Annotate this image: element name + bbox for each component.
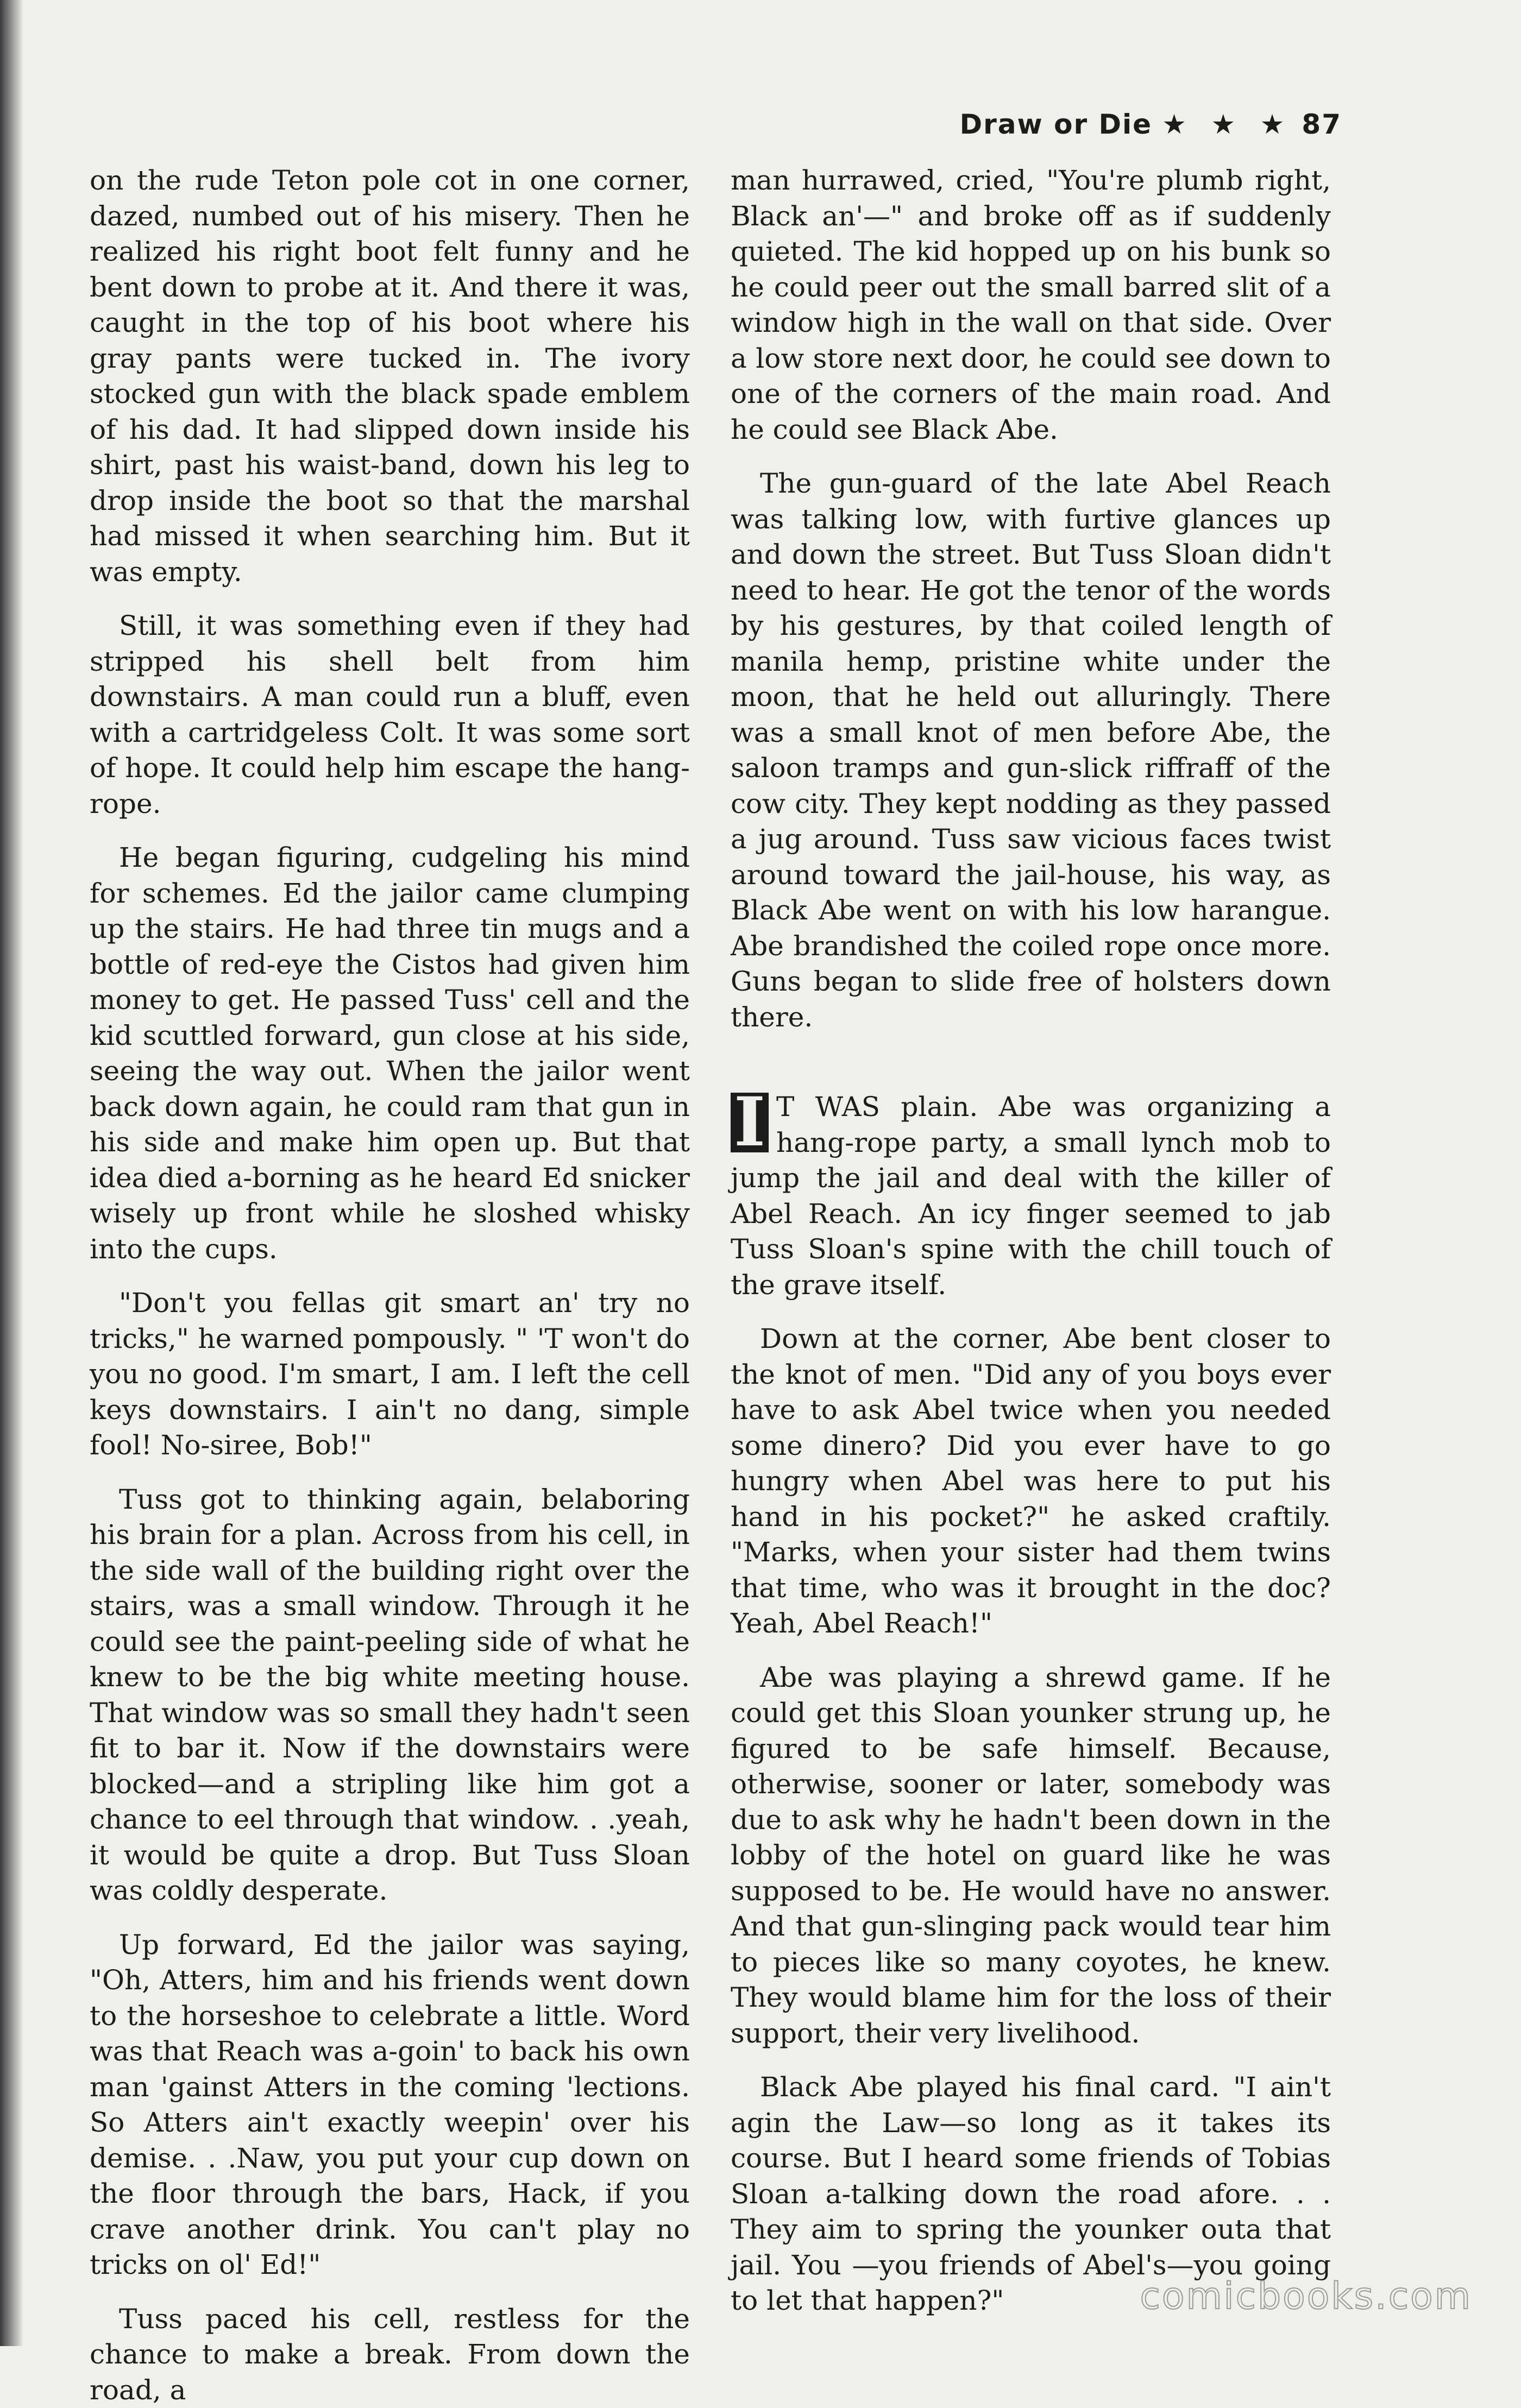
right-column bbox=[731, 163, 1331, 2319]
paragraph-text: T WAS plain. Abe was organizing a hang-rope party, a small lynch mob to jump the jail and deal with the killer of Abel Reach. An icy finger seemed to jab Tuss Sloan's spine with the chill touch of the grave itself. bbox=[731, 1091, 1331, 1301]
paragraph: man hurrawed, cried, "You're plumb right, Black an'—" and broke off as if suddenly quieted. The kid hopped up on his bunk so he could peer out the small barred slit of a window high in the wall on that side. Over a low store next door, he could see down to one of the corners of the main road. And he could see Black Abe. bbox=[731, 163, 1331, 447]
site-watermark: comicbooks.com bbox=[1140, 2275, 1472, 2318]
paragraph: Still, it was something even if they had stripped his shell belt from him downstairs. A man could run a bluff, even with a cartridgeless Colt. It was some sort of hope. It could help him escape the hang-rope. bbox=[90, 608, 690, 822]
paragraph: The gun-guard of the late Abel Reach was talking low, with furtive glances up and down the street. But Tuss Sloan didn't need to hear. He got the tenor of the words by his gestures, by that coiled length of manila hemp, pristine white under the moon, that he held out alluringly. There was a small knot of men before Abe, the saloon tramps and gun-slick riffraff of the cow city. They kept nodding as they passed a jug around. Tuss saw vicious faces twist around toward the jail-house, his way, as Black Abe went on with his low harangue. Abe brandished the coiled rope once more. Guns began to slide free of holsters down there. bbox=[731, 466, 1331, 1035]
drop-cap: I bbox=[731, 1093, 769, 1152]
paragraph: Down at the corner, Abe bent closer to the knot of men. "Did any of you boys ever have to ask Abel twice when you needed some dinero? Did you ever have to go hungry when Abel was here to put his hand in his pocket?" he asked craftily. "Marks, when your sister had them twins that time, who was it brought in the doc? Yeah, Abel Reach!" bbox=[731, 1321, 1331, 1642]
paragraph: "Don't you fellas git smart an' try no tricks," he warned pompously. " 'T won't do you no good. I'm smart, I am. I left the cell keys downstairs. I ain't no dang, simple fool! No-siree, Bob!" bbox=[90, 1285, 690, 1464]
scan-edge-shadow bbox=[0, 0, 23, 2346]
left-column bbox=[90, 163, 690, 2408]
paragraph: Black Abe played his final card. "I ain't agin the Law—so long as it takes its course. But I heard some friends of Tobias Sloan a-talking down the road afore. . . They aim to spring the younker outa that jail. You —you friends of Abel's—you going to let that happen?" bbox=[731, 2070, 1331, 2319]
paragraph: on the rude Teton pole cot in one corner, dazed, numbed out of his misery. Then he realized his right boot felt funny and he bent down to probe at it. And there it was, caught in the top of his boot where his gray pants were tucked in. The ivory stocked gun with the black spade emblem of his dad. It had slipped down inside his shirt, past his waist-band, down his leg to drop inside the boot so that the marshal had missed it when searching him. But it was empty. bbox=[90, 163, 690, 590]
section-paragraph bbox=[731, 1089, 1331, 1303]
story-title: Draw or Die bbox=[960, 109, 1152, 140]
page-number: 87 bbox=[1302, 109, 1342, 140]
star-ornaments: ★ ★ ★ bbox=[1162, 109, 1292, 140]
paragraph: Tuss paced his cell, restless for the chance to make a break. From down the road, a bbox=[90, 2302, 690, 2408]
paragraph: Up forward, Ed the jailor was saying, "Oh, Atters, him and his friends went down to the horseshoe to celebrate a little. Word was that Reach was a-goin' to back his own man 'gainst Atters in the coming 'lections. So Atters ain't exactly weepin' over his demise. . .Naw, you put your cup down on the floor through the bars, Hack, if you crave another drink. You can't play no tricks on ol' Ed!" bbox=[90, 1927, 690, 2283]
paragraph: Tuss got to thinking again, belaboring his brain for a plan. Across from his cell, in the side wall of the building right over the stairs, was a small window. Through it he could see the paint-peeling side of what he knew to be the big white meeting house. That window was so small they hadn't seen fit to bar it. Now if the downstairs were blocked—and a stripling like him got a chance to eel through that window. . .yeah, it would be quite a drop. But Tuss Sloan was coldly desperate. bbox=[90, 1482, 690, 1909]
paragraph: Abe was playing a shrewd game. If he could get this Sloan younker strung up, he figured to be safe himself. Because, otherwise, sooner or later, somebody was due to ask why he hadn't been down in the lobby of the hotel on guard like he was supposed to be. He would have no answer. And that gun-slinging pack would tear him to pieces like so many coyotes, he knew. They would blame him for the loss of their support, their very livelihood. bbox=[731, 1660, 1331, 2052]
running-head bbox=[960, 109, 1342, 140]
paragraph: He began figuring, cudgeling his mind for schemes. Ed the jailor came clumping up the stairs. He had three tin mugs and a bottle of red-eye the Cistos had given him money to get. He passed Tuss' cell and the kid scuttled forward, gun close at his side, seeing the way out. When the jailor went back down again, he could ram that gun in his side and make him open up. But that idea died a-borning as he heard Ed snicker wisely up front while he sloshed whisky into the cups. bbox=[90, 840, 690, 1267]
